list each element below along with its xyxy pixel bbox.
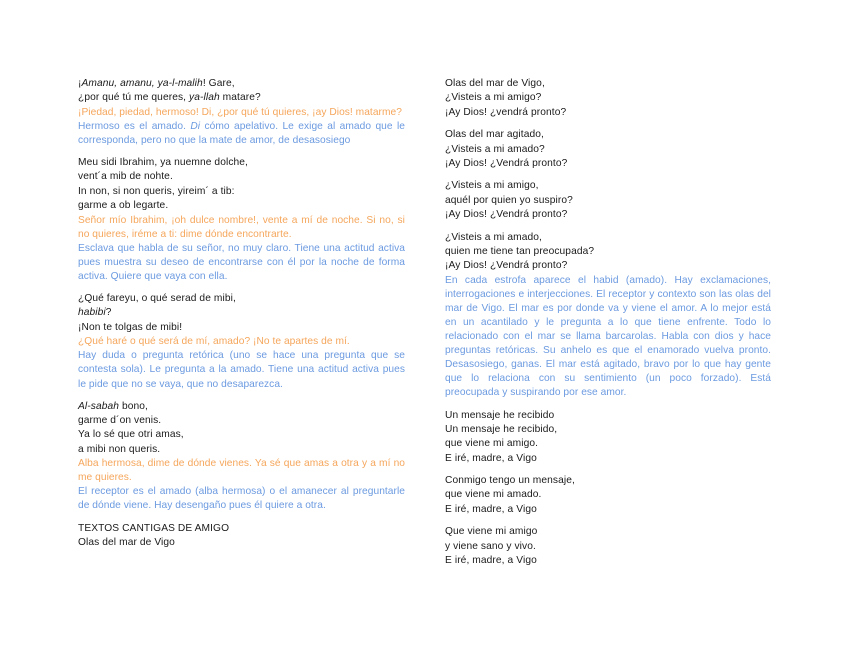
stanza-ibrahim xyxy=(78,156,405,284)
verse-line: E iré, madre, a Vigo xyxy=(445,503,537,515)
commentary-text: cómo apelativo. Le exige al amado que le corresponda, pero no que la mate de amor, de desasosiego xyxy=(78,120,406,146)
stanza-olas-3 xyxy=(445,179,771,222)
verse-line: ¿Visteis a mi amado, xyxy=(445,231,542,243)
commentary-paragraph xyxy=(78,120,405,148)
verse-text: ? xyxy=(105,307,112,319)
verse-line: Que viene mi amigo xyxy=(445,526,538,538)
stanza-mensaje-1 xyxy=(445,409,771,467)
verse-italic: Al-sabah xyxy=(78,400,120,412)
stanza-que-fareyu xyxy=(78,292,405,392)
left-column xyxy=(78,77,405,550)
commentary-paragraph: El receptor es el amado (alba hermosa) o el amanecer al preguntarle de dónde viene. Hay desengaño pues él quiere a otra. xyxy=(78,486,405,512)
verse-line xyxy=(78,306,405,320)
verse-italic: habibi xyxy=(78,307,106,319)
verse-text: matare? xyxy=(219,92,261,104)
section-heading: TEXTOS CANTIGAS DE AMIGO xyxy=(78,522,230,534)
verse-line: ¿Visteis a mi amigo, xyxy=(445,180,539,192)
stanza-olas-2 xyxy=(445,128,771,171)
verse-line: Un mensaje he recibido xyxy=(445,409,555,421)
verse-line: ¿Visteis a mi amado? xyxy=(445,143,545,155)
verse-line: a mibi non queris. xyxy=(78,443,161,455)
verse-line: In non, si non queris, yireim´ a tib: xyxy=(78,185,235,197)
verse-line: vent´a mib de nohte. xyxy=(78,171,173,183)
verse-line: Meu sidi Ibrahim, ya nuemne dolche, xyxy=(78,157,248,169)
verse-line: E iré, madre, a Vigo xyxy=(445,452,537,464)
verse-italic: ya-llah xyxy=(189,92,220,104)
commentary-paragraph: En cada estrofa aparece el habid (amado). Hay exclamaciones, interrogaciones e interjecciones. El receptor y contexto son las olas del mar de Vigo. El mar es por donde va y viene el amor. A lo mejor está en un acantilado y le pregunta a lo que tiene enfrente. Todo lo relacionado con el mar se llama barcarolas. Habla con dios y hace preguntas retóricas. Su anhelo es que el enamorado vuelva pronto. Desasosiego, ganas. El mar está agitado, bravo por lo que hay gente que lo relaciona con su sentimiento (un poco forzado). Está preocupada y suspirando por ese amor. xyxy=(445,274,771,399)
verse-line: ¡Ay Dios! ¿Vendrá pronto? xyxy=(445,260,568,272)
stanza-olas-1 xyxy=(445,77,771,120)
verse-line: Conmigo tengo un mensaje, xyxy=(445,475,575,487)
verse-line: Ya lo sé que otri amas, xyxy=(78,429,184,441)
verse-line: garme d´on venis. xyxy=(78,415,162,427)
verse-line: ¡Non te tolgas de mibi! xyxy=(78,321,183,333)
commentary-paragraph: Esclava que habla de su señor, no muy claro. Tiene una actitud activa pues muestra su deseo de encontrarse con él por la noche de forma activa. Quiere que vaya con ella. xyxy=(78,242,405,282)
verse-line: Un mensaje he recibido, xyxy=(445,423,558,435)
verse-line: quien me tiene tan preocupada? xyxy=(445,245,595,257)
verse-line: Olas del mar de Vigo, xyxy=(445,78,545,89)
verse-line: E iré, madre, a Vigo xyxy=(445,555,537,567)
verse-italic: Amanu, amanu, ya-l-malih xyxy=(81,78,203,89)
verse-line: ¡Ay Dios! ¿vendrá pronto? xyxy=(445,106,567,118)
verse-text: ¿por qué tú me queres, xyxy=(78,92,190,104)
stanza-olas-4 xyxy=(445,231,771,401)
translation-paragraph: Alba hermosa, dime de dónde vienes. Ya sé que amas a otra y a mí no me quieres. xyxy=(78,458,405,484)
verse-line xyxy=(78,77,405,91)
verse-line: ¿Qué fareyu, o qué serad de mibi, xyxy=(78,293,236,305)
verse-line: que viene mi amigo. xyxy=(445,438,539,450)
verse-line: Olas del mar agitado, xyxy=(445,129,544,141)
verse-text: ! Gare, xyxy=(202,78,235,89)
verse-line: ¡Ay Dios! ¿Vendrá pronto? xyxy=(445,209,568,221)
verse-line: ¡Ay Dios! ¿Vendrá pronto? xyxy=(445,157,568,169)
stanza-mensaje-2 xyxy=(445,474,771,517)
right-column xyxy=(445,77,771,568)
stanza-al-sabah xyxy=(78,400,405,514)
commentary-paragraph: Hay duda o pregunta retórica (uno se hace una pregunta que se contesta sola). Le pregunta a la amado. Tiene una actitud activa pues le pide que no se vaya, que no desaparezca. xyxy=(78,350,405,390)
translation-paragraph: Señor mío Ibrahim, ¡oh dulce nombre!, vente a mí de noche. Si no, si no quieres, iréme a ti: dime dónde encontrarte. xyxy=(78,214,405,240)
commentary-text: Hermoso es el amado. xyxy=(78,120,191,132)
translation-paragraph: ¡Piedad, piedad, hermoso! Di, ¿por qué tú quieres, ¡ay Dios! matarme? xyxy=(78,106,402,118)
verse-line xyxy=(78,400,405,414)
translation-paragraph: ¿Qué haré o qué será de mí, amado? ¡No te apartes de mí. xyxy=(78,336,350,348)
verse-line: aquél por quien yo suspiro? xyxy=(445,194,573,206)
stanza-mensaje-3 xyxy=(445,525,771,568)
verse-text: ¡ xyxy=(78,78,82,89)
verse-line: ¿Visteis a mi amigo? xyxy=(445,92,542,104)
verse-line: que viene mi amado. xyxy=(445,489,542,501)
poem-title: Olas del mar de Vigo xyxy=(78,536,175,548)
verse-line: y viene sano y vivo. xyxy=(445,540,536,552)
commentary-italic: Di xyxy=(190,120,201,132)
verse-text: bono, xyxy=(119,400,148,412)
verse-line xyxy=(78,91,405,105)
stanza-amanu xyxy=(78,77,405,148)
verse-line: garme a ob legarte. xyxy=(78,200,169,212)
